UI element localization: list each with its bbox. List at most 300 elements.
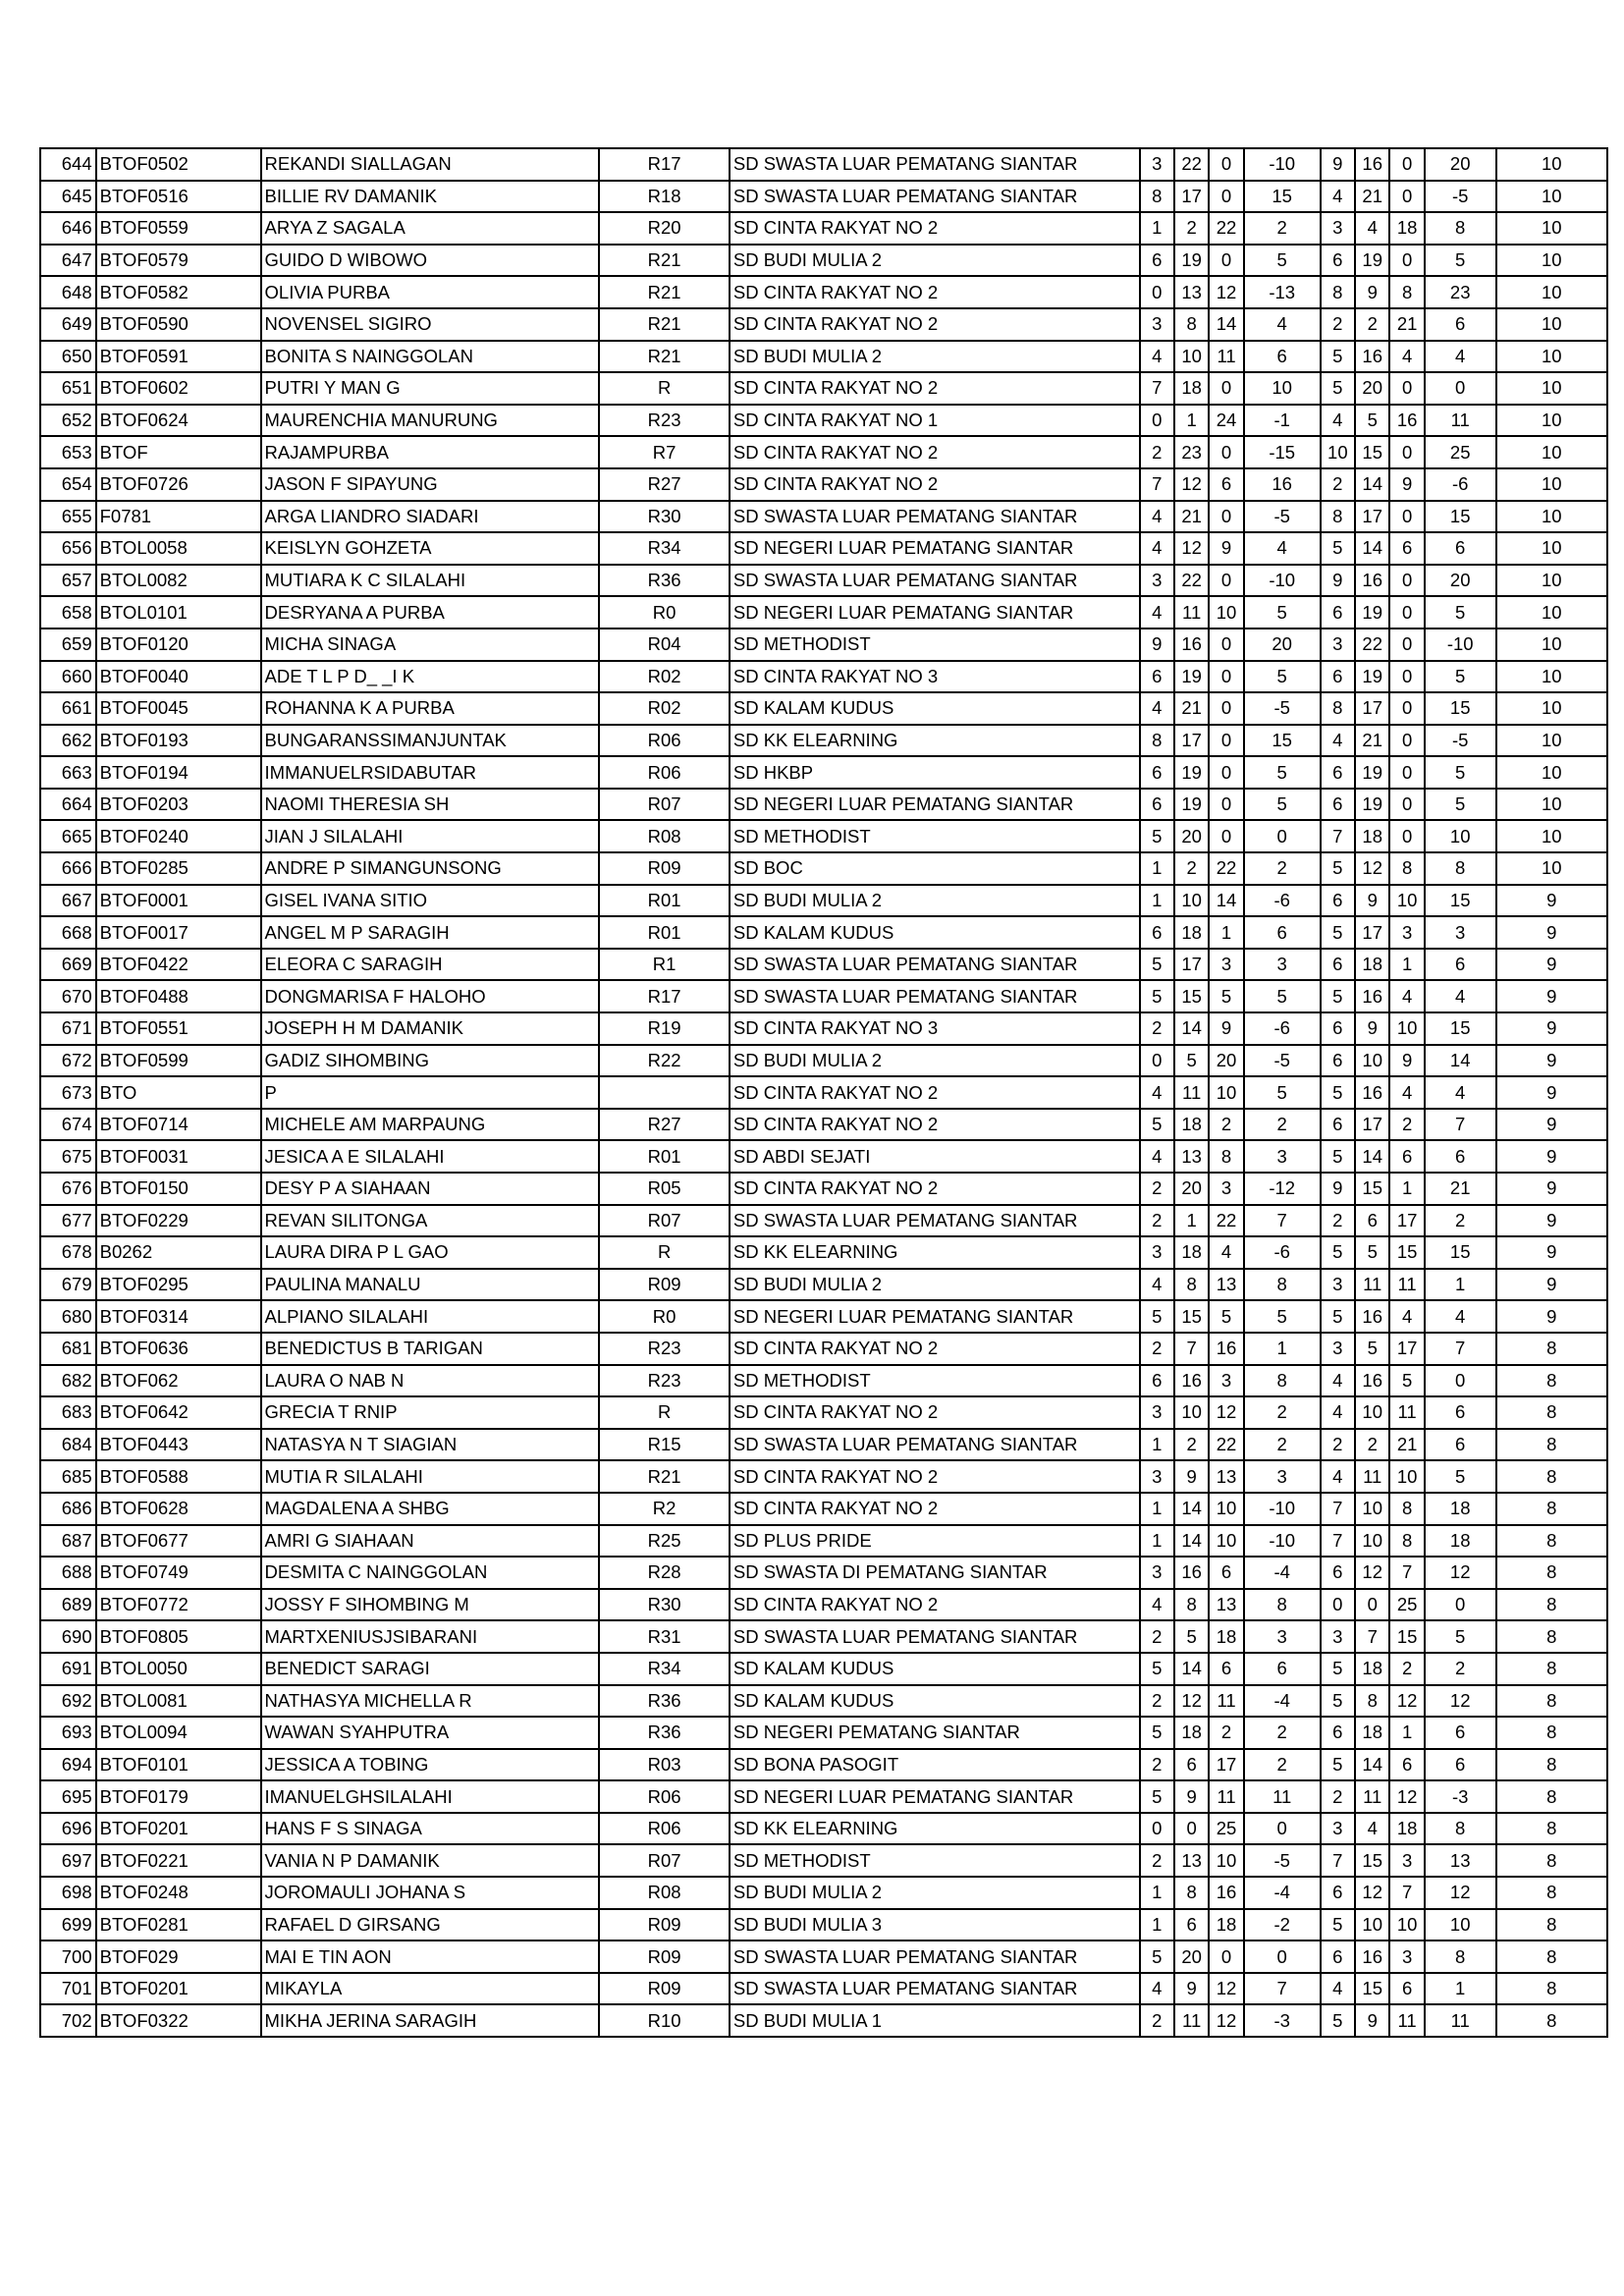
section1-correct-cell: 0 xyxy=(1140,276,1174,308)
row-number-cell: 678 xyxy=(40,1236,96,1269)
participant-id-cell: BTOF0422 xyxy=(96,949,261,981)
section1-correct-cell: 4 xyxy=(1140,1589,1174,1621)
section2-blank-cell: 0 xyxy=(1389,661,1424,693)
final-score-cell: 8 xyxy=(1496,1429,1607,1461)
section2-blank-cell: 0 xyxy=(1389,148,1424,181)
section1-blank-cell: 18 xyxy=(1209,1909,1243,1941)
school-name-cell: SD SWASTA DI PEMATANG SIANTAR xyxy=(730,1557,1140,1589)
section2-wrong-cell: 17 xyxy=(1355,692,1389,725)
school-name-cell: SD CINTA RAKYAT NO 2 xyxy=(730,1589,1140,1621)
school-name-cell: SD SWASTA LUAR PEMATANG SIANTAR xyxy=(730,1941,1140,1973)
final-score-cell: 9 xyxy=(1496,885,1607,917)
school-name-cell: SD SWASTA LUAR PEMATANG SIANTAR xyxy=(730,501,1140,533)
participant-name-cell: REKANDI SIALLAGAN xyxy=(261,148,600,181)
section1-wrong-cell: 21 xyxy=(1174,501,1209,533)
section2-wrong-cell: 10 xyxy=(1355,1493,1389,1525)
row-number-cell: 681 xyxy=(40,1333,96,1365)
participant-id-cell: BTOF0281 xyxy=(96,1909,261,1941)
section1-wrong-cell: 9 xyxy=(1174,1973,1209,2005)
section2-wrong-cell: 16 xyxy=(1355,1076,1389,1109)
participant-id-cell: BTOF0221 xyxy=(96,1844,261,1877)
section1-wrong-cell: 18 xyxy=(1174,916,1209,949)
table-row xyxy=(40,1365,1607,1397)
table-row xyxy=(40,308,1607,341)
row-number-cell: 692 xyxy=(40,1685,96,1718)
section1-correct-cell: 8 xyxy=(1140,725,1174,757)
section1-score-cell: -6 xyxy=(1244,885,1321,917)
section1-blank-cell: 0 xyxy=(1209,1941,1243,1973)
row-number-cell: 674 xyxy=(40,1109,96,1141)
section1-correct-cell: 2 xyxy=(1140,1685,1174,1718)
section2-blank-cell: 25 xyxy=(1389,1589,1424,1621)
section2-score-cell: 20 xyxy=(1425,148,1496,181)
section1-wrong-cell: 8 xyxy=(1174,1269,1209,1301)
section2-blank-cell: 15 xyxy=(1389,1236,1424,1269)
participant-name-cell: ARGA LIANDRO SIADARI xyxy=(261,501,600,533)
table-row xyxy=(40,789,1607,821)
section1-wrong-cell: 12 xyxy=(1174,468,1209,501)
participant-id-cell: BTOF0628 xyxy=(96,1493,261,1525)
section2-correct-cell: 4 xyxy=(1321,725,1355,757)
table-row xyxy=(40,725,1607,757)
section1-score-cell: -10 xyxy=(1244,1493,1321,1525)
section2-correct-cell: 7 xyxy=(1321,1493,1355,1525)
room-code-cell: R02 xyxy=(599,661,729,693)
section1-wrong-cell: 19 xyxy=(1174,661,1209,693)
school-name-cell: SD ABDI SEJATI xyxy=(730,1140,1140,1173)
participant-name-cell: DONGMARISA F HALOHO xyxy=(261,980,600,1012)
row-number-cell: 694 xyxy=(40,1749,96,1781)
room-code-cell: R09 xyxy=(599,852,729,885)
section2-blank-cell: 3 xyxy=(1389,1941,1424,1973)
section2-score-cell: 10 xyxy=(1425,1909,1496,1941)
section2-wrong-cell: 17 xyxy=(1355,916,1389,949)
section1-score-cell: 5 xyxy=(1244,596,1321,629)
room-code-cell: R36 xyxy=(599,565,729,597)
section1-correct-cell: 2 xyxy=(1140,1749,1174,1781)
table-row xyxy=(40,501,1607,533)
section1-blank-cell: 6 xyxy=(1209,1557,1243,1589)
participant-name-cell: MIKAYLA xyxy=(261,1973,600,2005)
section1-blank-cell: 2 xyxy=(1209,1109,1243,1141)
section1-wrong-cell: 1 xyxy=(1174,405,1209,437)
section2-correct-cell: 5 xyxy=(1321,1653,1355,1685)
section2-correct-cell: 3 xyxy=(1321,1813,1355,1845)
section1-score-cell: -10 xyxy=(1244,148,1321,181)
section2-blank-cell: 0 xyxy=(1389,501,1424,533)
section1-blank-cell: 14 xyxy=(1209,308,1243,341)
section2-score-cell: 5 xyxy=(1425,789,1496,821)
section1-score-cell: 0 xyxy=(1244,1813,1321,1845)
section2-correct-cell: 4 xyxy=(1321,1460,1355,1493)
participant-id-cell: BTOF0726 xyxy=(96,468,261,501)
section1-score-cell: 6 xyxy=(1244,916,1321,949)
row-number-cell: 670 xyxy=(40,980,96,1012)
room-code-cell: R23 xyxy=(599,405,729,437)
final-score-cell: 10 xyxy=(1496,820,1607,852)
row-number-cell: 668 xyxy=(40,916,96,949)
section2-blank-cell: 6 xyxy=(1389,1973,1424,2005)
section2-score-cell: -10 xyxy=(1425,629,1496,661)
participant-name-cell: LAURA O NAB N xyxy=(261,1365,600,1397)
section2-blank-cell: 4 xyxy=(1389,1076,1424,1109)
section1-blank-cell: 9 xyxy=(1209,532,1243,565)
section2-wrong-cell: 16 xyxy=(1355,1365,1389,1397)
school-name-cell: SD BUDI MULIA 2 xyxy=(730,1269,1140,1301)
section1-blank-cell: 0 xyxy=(1209,692,1243,725)
table-row xyxy=(40,1045,1607,1077)
row-number-cell: 688 xyxy=(40,1557,96,1589)
participant-id-cell: BTOF0040 xyxy=(96,661,261,693)
section2-correct-cell: 6 xyxy=(1321,756,1355,789)
participant-name-cell: NAOMI THERESIA SH xyxy=(261,789,600,821)
row-number-cell: 675 xyxy=(40,1140,96,1173)
row-number-cell: 646 xyxy=(40,212,96,245)
section1-blank-cell: 18 xyxy=(1209,1620,1243,1653)
section2-blank-cell: 8 xyxy=(1389,1525,1424,1558)
section1-score-cell: 0 xyxy=(1244,1941,1321,1973)
section1-wrong-cell: 8 xyxy=(1174,1877,1209,1909)
participant-id-cell: BTOL0058 xyxy=(96,532,261,565)
section2-score-cell: 12 xyxy=(1425,1557,1496,1589)
participant-name-cell: ANDRE P SIMANGUNSONG xyxy=(261,852,600,885)
room-code-cell: R21 xyxy=(599,341,729,373)
section2-blank-cell: 0 xyxy=(1389,756,1424,789)
section2-correct-cell: 8 xyxy=(1321,501,1355,533)
participant-id-cell: BTOF0150 xyxy=(96,1173,261,1205)
section1-score-cell: -6 xyxy=(1244,1236,1321,1269)
section2-score-cell: 18 xyxy=(1425,1525,1496,1558)
section1-blank-cell: 22 xyxy=(1209,212,1243,245)
participant-id-cell: BTOF0193 xyxy=(96,725,261,757)
section1-correct-cell: 6 xyxy=(1140,245,1174,277)
section2-score-cell: -5 xyxy=(1425,181,1496,213)
school-name-cell: SD METHODIST xyxy=(730,820,1140,852)
section2-score-cell: 6 xyxy=(1425,1396,1496,1429)
section2-score-cell: 10 xyxy=(1425,820,1496,852)
participant-id-cell: BTOF xyxy=(96,436,261,468)
final-score-cell: 10 xyxy=(1496,181,1607,213)
section2-correct-cell: 5 xyxy=(1321,1300,1355,1333)
room-code-cell: R17 xyxy=(599,148,729,181)
section2-wrong-cell: 20 xyxy=(1355,372,1389,405)
section1-wrong-cell: 9 xyxy=(1174,1780,1209,1813)
participant-name-cell: DESMITA C NAINGGOLAN xyxy=(261,1557,600,1589)
section2-blank-cell: 8 xyxy=(1389,852,1424,885)
room-code-cell: R07 xyxy=(599,1844,729,1877)
room-code-cell: R7 xyxy=(599,436,729,468)
section2-correct-cell: 5 xyxy=(1321,1909,1355,1941)
table-row xyxy=(40,629,1607,661)
section1-blank-cell: 12 xyxy=(1209,2004,1243,2037)
room-code-cell: R30 xyxy=(599,501,729,533)
school-name-cell: SD BUDI MULIA 2 xyxy=(730,885,1140,917)
section2-wrong-cell: 12 xyxy=(1355,1557,1389,1589)
section1-wrong-cell: 15 xyxy=(1174,1300,1209,1333)
school-name-cell: SD CINTA RAKYAT NO 2 xyxy=(730,1493,1140,1525)
section1-blank-cell: 22 xyxy=(1209,852,1243,885)
section2-blank-cell: 0 xyxy=(1389,181,1424,213)
section2-correct-cell: 5 xyxy=(1321,980,1355,1012)
school-name-cell: SD KALAM KUDUS xyxy=(730,1685,1140,1718)
section1-blank-cell: 16 xyxy=(1209,1333,1243,1365)
table-row xyxy=(40,1620,1607,1653)
section1-score-cell: 5 xyxy=(1244,1076,1321,1109)
section1-correct-cell: 6 xyxy=(1140,789,1174,821)
row-number-cell: 655 xyxy=(40,501,96,533)
section2-correct-cell: 6 xyxy=(1321,596,1355,629)
section1-correct-cell: 1 xyxy=(1140,1493,1174,1525)
participant-id-cell: BTOF0602 xyxy=(96,372,261,405)
section1-wrong-cell: 17 xyxy=(1174,181,1209,213)
section2-wrong-cell: 9 xyxy=(1355,276,1389,308)
room-code-cell: R05 xyxy=(599,1173,729,1205)
section1-correct-cell: 2 xyxy=(1140,1173,1174,1205)
row-number-cell: 682 xyxy=(40,1365,96,1397)
participant-id-cell: BTOF0488 xyxy=(96,980,261,1012)
section2-score-cell: 6 xyxy=(1425,1140,1496,1173)
section2-score-cell: 6 xyxy=(1425,949,1496,981)
section1-score-cell: 7 xyxy=(1244,1205,1321,1237)
final-score-cell: 8 xyxy=(1496,1525,1607,1558)
section2-score-cell: -6 xyxy=(1425,468,1496,501)
section1-blank-cell: 5 xyxy=(1209,980,1243,1012)
participant-id-cell: BTOF0590 xyxy=(96,308,261,341)
section2-blank-cell: 0 xyxy=(1389,692,1424,725)
participant-name-cell: NATHASYA MICHELLA R xyxy=(261,1685,600,1718)
section2-score-cell: 5 xyxy=(1425,661,1496,693)
section1-wrong-cell: 2 xyxy=(1174,1429,1209,1461)
participant-name-cell: MICHELE AM MARPAUNG xyxy=(261,1109,600,1141)
final-score-cell: 8 xyxy=(1496,1909,1607,1941)
section1-correct-cell: 2 xyxy=(1140,1205,1174,1237)
participant-name-cell: DESRYANA A PURBA xyxy=(261,596,600,629)
section1-correct-cell: 1 xyxy=(1140,885,1174,917)
section2-blank-cell: 1 xyxy=(1389,1717,1424,1749)
section1-score-cell: 20 xyxy=(1244,629,1321,661)
final-score-cell: 8 xyxy=(1496,1749,1607,1781)
school-name-cell: SD KALAM KUDUS xyxy=(730,916,1140,949)
room-code-cell: R06 xyxy=(599,756,729,789)
room-code-cell: R xyxy=(599,1236,729,1269)
table-row xyxy=(40,820,1607,852)
section1-score-cell: -15 xyxy=(1244,436,1321,468)
section1-wrong-cell: 13 xyxy=(1174,1844,1209,1877)
table-row xyxy=(40,1012,1607,1045)
section1-blank-cell: 10 xyxy=(1209,1525,1243,1558)
section1-wrong-cell: 14 xyxy=(1174,1653,1209,1685)
section1-correct-cell: 4 xyxy=(1140,1140,1174,1173)
section1-score-cell: 2 xyxy=(1244,212,1321,245)
participant-id-cell: BTOL0094 xyxy=(96,1717,261,1749)
table-row xyxy=(40,405,1607,437)
row-number-cell: 702 xyxy=(40,2004,96,2037)
table-row xyxy=(40,1460,1607,1493)
section2-wrong-cell: 15 xyxy=(1355,436,1389,468)
section1-wrong-cell: 7 xyxy=(1174,1333,1209,1365)
participant-name-cell: JOROMAULI JOHANA S xyxy=(261,1877,600,1909)
section1-wrong-cell: 20 xyxy=(1174,1941,1209,1973)
participant-id-cell: BTOF0229 xyxy=(96,1205,261,1237)
section1-blank-cell: 0 xyxy=(1209,725,1243,757)
participant-name-cell: MARTXENIUSJSIBARANI xyxy=(261,1620,600,1653)
section1-correct-cell: 0 xyxy=(1140,405,1174,437)
room-code-cell: R27 xyxy=(599,1109,729,1141)
school-name-cell: SD SWASTA LUAR PEMATANG SIANTAR xyxy=(730,1973,1140,2005)
section2-blank-cell: 11 xyxy=(1389,1396,1424,1429)
section1-score-cell: 7 xyxy=(1244,1973,1321,2005)
room-code-cell: R22 xyxy=(599,1045,729,1077)
section2-score-cell: 2 xyxy=(1425,1653,1496,1685)
participant-id-cell: BTOF0805 xyxy=(96,1620,261,1653)
section2-blank-cell: 17 xyxy=(1389,1333,1424,1365)
participant-id-cell: BTOL0101 xyxy=(96,596,261,629)
section1-blank-cell: 16 xyxy=(1209,1877,1243,1909)
section1-correct-cell: 5 xyxy=(1140,820,1174,852)
section2-blank-cell: 16 xyxy=(1389,405,1424,437)
section1-score-cell: 4 xyxy=(1244,308,1321,341)
section2-blank-cell: 0 xyxy=(1389,725,1424,757)
participant-name-cell: RAJAMPURBA xyxy=(261,436,600,468)
participant-id-cell: BTOF0322 xyxy=(96,2004,261,2037)
row-number-cell: 653 xyxy=(40,436,96,468)
final-score-cell: 8 xyxy=(1496,1877,1607,1909)
section2-correct-cell: 6 xyxy=(1321,1941,1355,1973)
room-code-cell: R03 xyxy=(599,1749,729,1781)
participant-name-cell: P xyxy=(261,1076,600,1109)
table-row xyxy=(40,2004,1607,2037)
section2-wrong-cell: 14 xyxy=(1355,468,1389,501)
final-score-cell: 8 xyxy=(1496,1396,1607,1429)
section2-blank-cell: 21 xyxy=(1389,308,1424,341)
section2-score-cell: 15 xyxy=(1425,1236,1496,1269)
section1-score-cell: 1 xyxy=(1244,1333,1321,1365)
table-row xyxy=(40,468,1607,501)
section1-correct-cell: 6 xyxy=(1140,661,1174,693)
section1-score-cell: -10 xyxy=(1244,1525,1321,1558)
section2-correct-cell: 6 xyxy=(1321,949,1355,981)
school-name-cell: SD NEGERI LUAR PEMATANG SIANTAR xyxy=(730,1300,1140,1333)
table-row xyxy=(40,245,1607,277)
section2-blank-cell: 6 xyxy=(1389,532,1424,565)
section1-correct-cell: 5 xyxy=(1140,949,1174,981)
participant-id-cell: BTOF0582 xyxy=(96,276,261,308)
final-score-cell: 9 xyxy=(1496,1236,1607,1269)
section2-correct-cell: 2 xyxy=(1321,1429,1355,1461)
table-row xyxy=(40,341,1607,373)
school-name-cell: SD SWASTA LUAR PEMATANG SIANTAR xyxy=(730,1429,1140,1461)
row-number-cell: 645 xyxy=(40,181,96,213)
section1-blank-cell: 0 xyxy=(1209,181,1243,213)
final-score-cell: 8 xyxy=(1496,1813,1607,1845)
section2-wrong-cell: 14 xyxy=(1355,1749,1389,1781)
participant-name-cell: MIKHA JERINA SARAGIH xyxy=(261,2004,600,2037)
section2-correct-cell: 8 xyxy=(1321,276,1355,308)
section2-wrong-cell: 11 xyxy=(1355,1269,1389,1301)
section2-score-cell: 6 xyxy=(1425,532,1496,565)
section2-correct-cell: 3 xyxy=(1321,1269,1355,1301)
section1-score-cell: 16 xyxy=(1244,468,1321,501)
section2-score-cell: 8 xyxy=(1425,1941,1496,1973)
section2-wrong-cell: 5 xyxy=(1355,1333,1389,1365)
section1-score-cell: 5 xyxy=(1244,1300,1321,1333)
section1-blank-cell: 0 xyxy=(1209,789,1243,821)
participant-name-cell: RAFAEL D GIRSANG xyxy=(261,1909,600,1941)
table-row xyxy=(40,885,1607,917)
room-code-cell: R09 xyxy=(599,1941,729,1973)
participant-id-cell: BTOF0101 xyxy=(96,1749,261,1781)
section1-correct-cell: 5 xyxy=(1140,1300,1174,1333)
section2-wrong-cell: 4 xyxy=(1355,1813,1389,1845)
section1-wrong-cell: 6 xyxy=(1174,1909,1209,1941)
section1-correct-cell: 1 xyxy=(1140,1525,1174,1558)
section1-wrong-cell: 9 xyxy=(1174,1460,1209,1493)
section2-score-cell: 25 xyxy=(1425,436,1496,468)
section1-wrong-cell: 6 xyxy=(1174,1749,1209,1781)
section1-blank-cell: 0 xyxy=(1209,756,1243,789)
section2-blank-cell: 18 xyxy=(1389,1813,1424,1845)
section1-wrong-cell: 14 xyxy=(1174,1493,1209,1525)
row-number-cell: 671 xyxy=(40,1012,96,1045)
section1-wrong-cell: 14 xyxy=(1174,1012,1209,1045)
final-score-cell: 10 xyxy=(1496,789,1607,821)
section2-score-cell: 18 xyxy=(1425,1493,1496,1525)
school-name-cell: SD METHODIST xyxy=(730,1365,1140,1397)
participant-id-cell: BTOF0559 xyxy=(96,212,261,245)
section1-blank-cell: 5 xyxy=(1209,1300,1243,1333)
participant-id-cell: BTOF0120 xyxy=(96,629,261,661)
row-number-cell: 699 xyxy=(40,1909,96,1941)
section2-correct-cell: 4 xyxy=(1321,405,1355,437)
section2-score-cell: 4 xyxy=(1425,980,1496,1012)
row-number-cell: 644 xyxy=(40,148,96,181)
room-code-cell: R0 xyxy=(599,1300,729,1333)
section2-correct-cell: 4 xyxy=(1321,1396,1355,1429)
table-row xyxy=(40,692,1607,725)
section1-wrong-cell: 5 xyxy=(1174,1620,1209,1653)
section2-wrong-cell: 15 xyxy=(1355,1173,1389,1205)
school-name-cell: SD BUDI MULIA 2 xyxy=(730,1877,1140,1909)
table-row xyxy=(40,1205,1607,1237)
final-score-cell: 9 xyxy=(1496,1300,1607,1333)
section1-score-cell: -4 xyxy=(1244,1685,1321,1718)
room-code-cell: R19 xyxy=(599,1012,729,1045)
section2-blank-cell: 10 xyxy=(1389,885,1424,917)
school-name-cell: SD BONA PASOGIT xyxy=(730,1749,1140,1781)
final-score-cell: 9 xyxy=(1496,1205,1607,1237)
section1-correct-cell: 4 xyxy=(1140,1076,1174,1109)
section1-blank-cell: 4 xyxy=(1209,1236,1243,1269)
section1-blank-cell: 24 xyxy=(1209,405,1243,437)
section1-correct-cell: 5 xyxy=(1140,1717,1174,1749)
section2-correct-cell: 9 xyxy=(1321,1173,1355,1205)
section1-blank-cell: 10 xyxy=(1209,1076,1243,1109)
table-row xyxy=(40,1300,1607,1333)
row-number-cell: 690 xyxy=(40,1620,96,1653)
school-name-cell: SD CINTA RAKYAT NO 2 xyxy=(730,1109,1140,1141)
section2-score-cell: 2 xyxy=(1425,1205,1496,1237)
section2-correct-cell: 5 xyxy=(1321,1685,1355,1718)
row-number-cell: 649 xyxy=(40,308,96,341)
section2-score-cell: 8 xyxy=(1425,212,1496,245)
table-row xyxy=(40,1493,1607,1525)
section2-score-cell: 7 xyxy=(1425,1333,1496,1365)
section1-blank-cell: 8 xyxy=(1209,1140,1243,1173)
section1-correct-cell: 3 xyxy=(1140,1460,1174,1493)
table-row xyxy=(40,596,1607,629)
participant-id-cell: BTOF0001 xyxy=(96,885,261,917)
row-number-cell: 691 xyxy=(40,1653,96,1685)
